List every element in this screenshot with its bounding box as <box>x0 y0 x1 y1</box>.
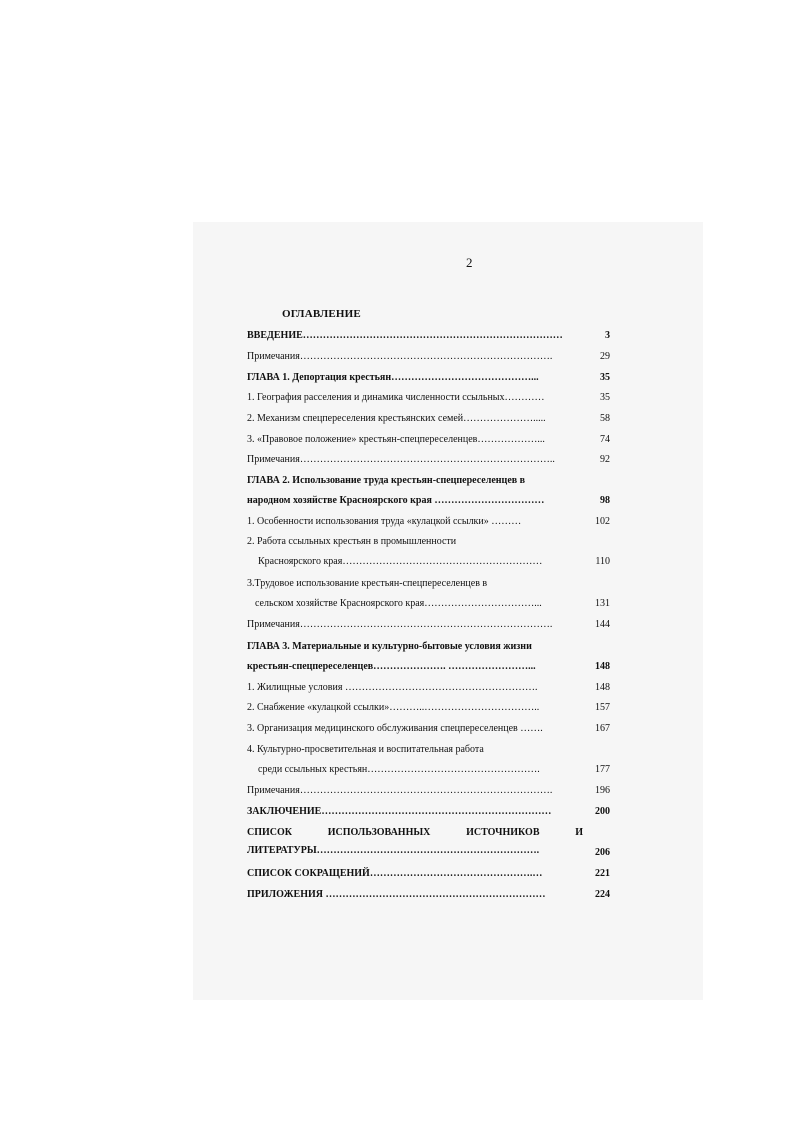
toc-entry-section[interactable]: 1. Жилищные условия …………………………………………………. 148 <box>247 682 610 693</box>
toc-page: 206 <box>595 847 610 858</box>
toc-entry-section[interactable]: 3. «Правовое положение» крестьян-спецпереселенцев………………... 74 <box>247 434 610 445</box>
toc-page: 3 <box>605 330 610 341</box>
toc-entry-bibliography[interactable]: СПИСОК ИСПОЛЬЗОВАННЫХ ИСТОЧНИКОВ И ЛИТЕРАТУРЫ…………………………………………………………. 206 <box>247 827 610 858</box>
toc-entry-chapter-2[interactable]: ГЛАВА 2. Использование труда крестьян-спецпереселенцев в народном хозяйстве Красноярского края …………………………… 98 <box>247 475 610 506</box>
toc-entry-conclusion[interactable]: ЗАКЛЮЧЕНИЕ…………………………………………………………… 200 <box>247 806 610 817</box>
toc-entry-section[interactable]: 1. География расселения и динамика численности ссыльных………… 35 <box>247 392 610 403</box>
toc-title: ОГЛАВЛЕНИЕ <box>282 308 361 320</box>
toc-entry-section[interactable]: 4. Культурно-просветительная и воспитательная работа среди ссыльных крестьян……………………………………………. 177 <box>247 744 610 775</box>
toc-entry-chapter-3[interactable]: ГЛАВА 3. Материальные и культурно-бытовые условия жизни крестьян-спецпереселенцев…………………. ……………………... 148 <box>247 641 610 672</box>
toc-page: 110 <box>595 556 610 567</box>
toc-entry-section[interactable]: 2. Работа ссыльных крестьян в промышленности Красноярского края…………………………………………………… 110 <box>247 536 610 567</box>
toc-page: 148 <box>595 661 610 672</box>
page-number: 2 <box>466 255 473 270</box>
toc-page: 35 <box>600 372 610 383</box>
toc-page: 177 <box>595 764 610 775</box>
toc-entry-section[interactable]: 3. Организация медицинского обслуживания спецпереселенцев ……. 167 <box>247 723 610 734</box>
toc-page: 148 <box>595 682 610 693</box>
toc-page: 200 <box>595 806 610 817</box>
toc-page: 102 <box>595 516 610 527</box>
toc-page: 92 <box>600 454 610 465</box>
toc-entry-notes[interactable]: Примечания…………………………………………………………………. 29 <box>247 351 610 362</box>
toc-page: 167 <box>595 723 610 734</box>
toc-page: 221 <box>595 868 610 879</box>
toc-page: 196 <box>595 785 610 796</box>
toc-entry-appendices[interactable]: ПРИЛОЖЕНИЯ ………………………………………………………… 224 <box>247 889 610 900</box>
toc-entry-abbreviations[interactable]: СПИСОК СОКРАЩЕНИЙ………………………………………….… 221 <box>247 868 610 879</box>
toc-entry-chapter-1[interactable]: ГЛАВА 1. Депортация крестьян……………………………………... 35 <box>247 372 610 383</box>
toc-page: 144 <box>595 619 610 630</box>
toc-entry-notes[interactable]: Примечания…………………………………………………………………. 144 <box>247 619 610 630</box>
toc-entry-notes[interactable]: Примечания…………………………………………………………………. 196 <box>247 785 610 796</box>
toc-page: 224 <box>595 889 610 900</box>
toc-page: 29 <box>600 351 610 362</box>
toc-entry-section[interactable]: 1. Особенности использования труда «кулацкой ссылки» ……… 102 <box>247 516 610 527</box>
toc-entry-section[interactable]: 3.Трудовое использование крестьян-спецпереселенцев в сельском хозяйстве Красноярского края……………………………... 131 <box>247 578 610 609</box>
toc-page: 98 <box>600 495 610 506</box>
toc-entry-section[interactable]: 2. Снабжение «кулацкой ссылки»………..…………………………….. 157 <box>247 702 610 713</box>
toc-page: 131 <box>595 598 610 609</box>
toc-page: 74 <box>600 434 610 445</box>
toc-entry-section[interactable]: 2. Механизм спецпереселения крестьянских семей…………………..... 58 <box>247 413 610 424</box>
toc-entry-introduction[interactable]: ВВЕДЕНИЕ…………………………………………………………………… 3 <box>247 330 610 341</box>
toc-page: 35 <box>600 392 610 403</box>
toc-page: 157 <box>595 702 610 713</box>
toc-page: 58 <box>600 413 610 424</box>
toc-entry-notes[interactable]: Примечания………………………………………………………………….. 92 <box>247 454 610 465</box>
